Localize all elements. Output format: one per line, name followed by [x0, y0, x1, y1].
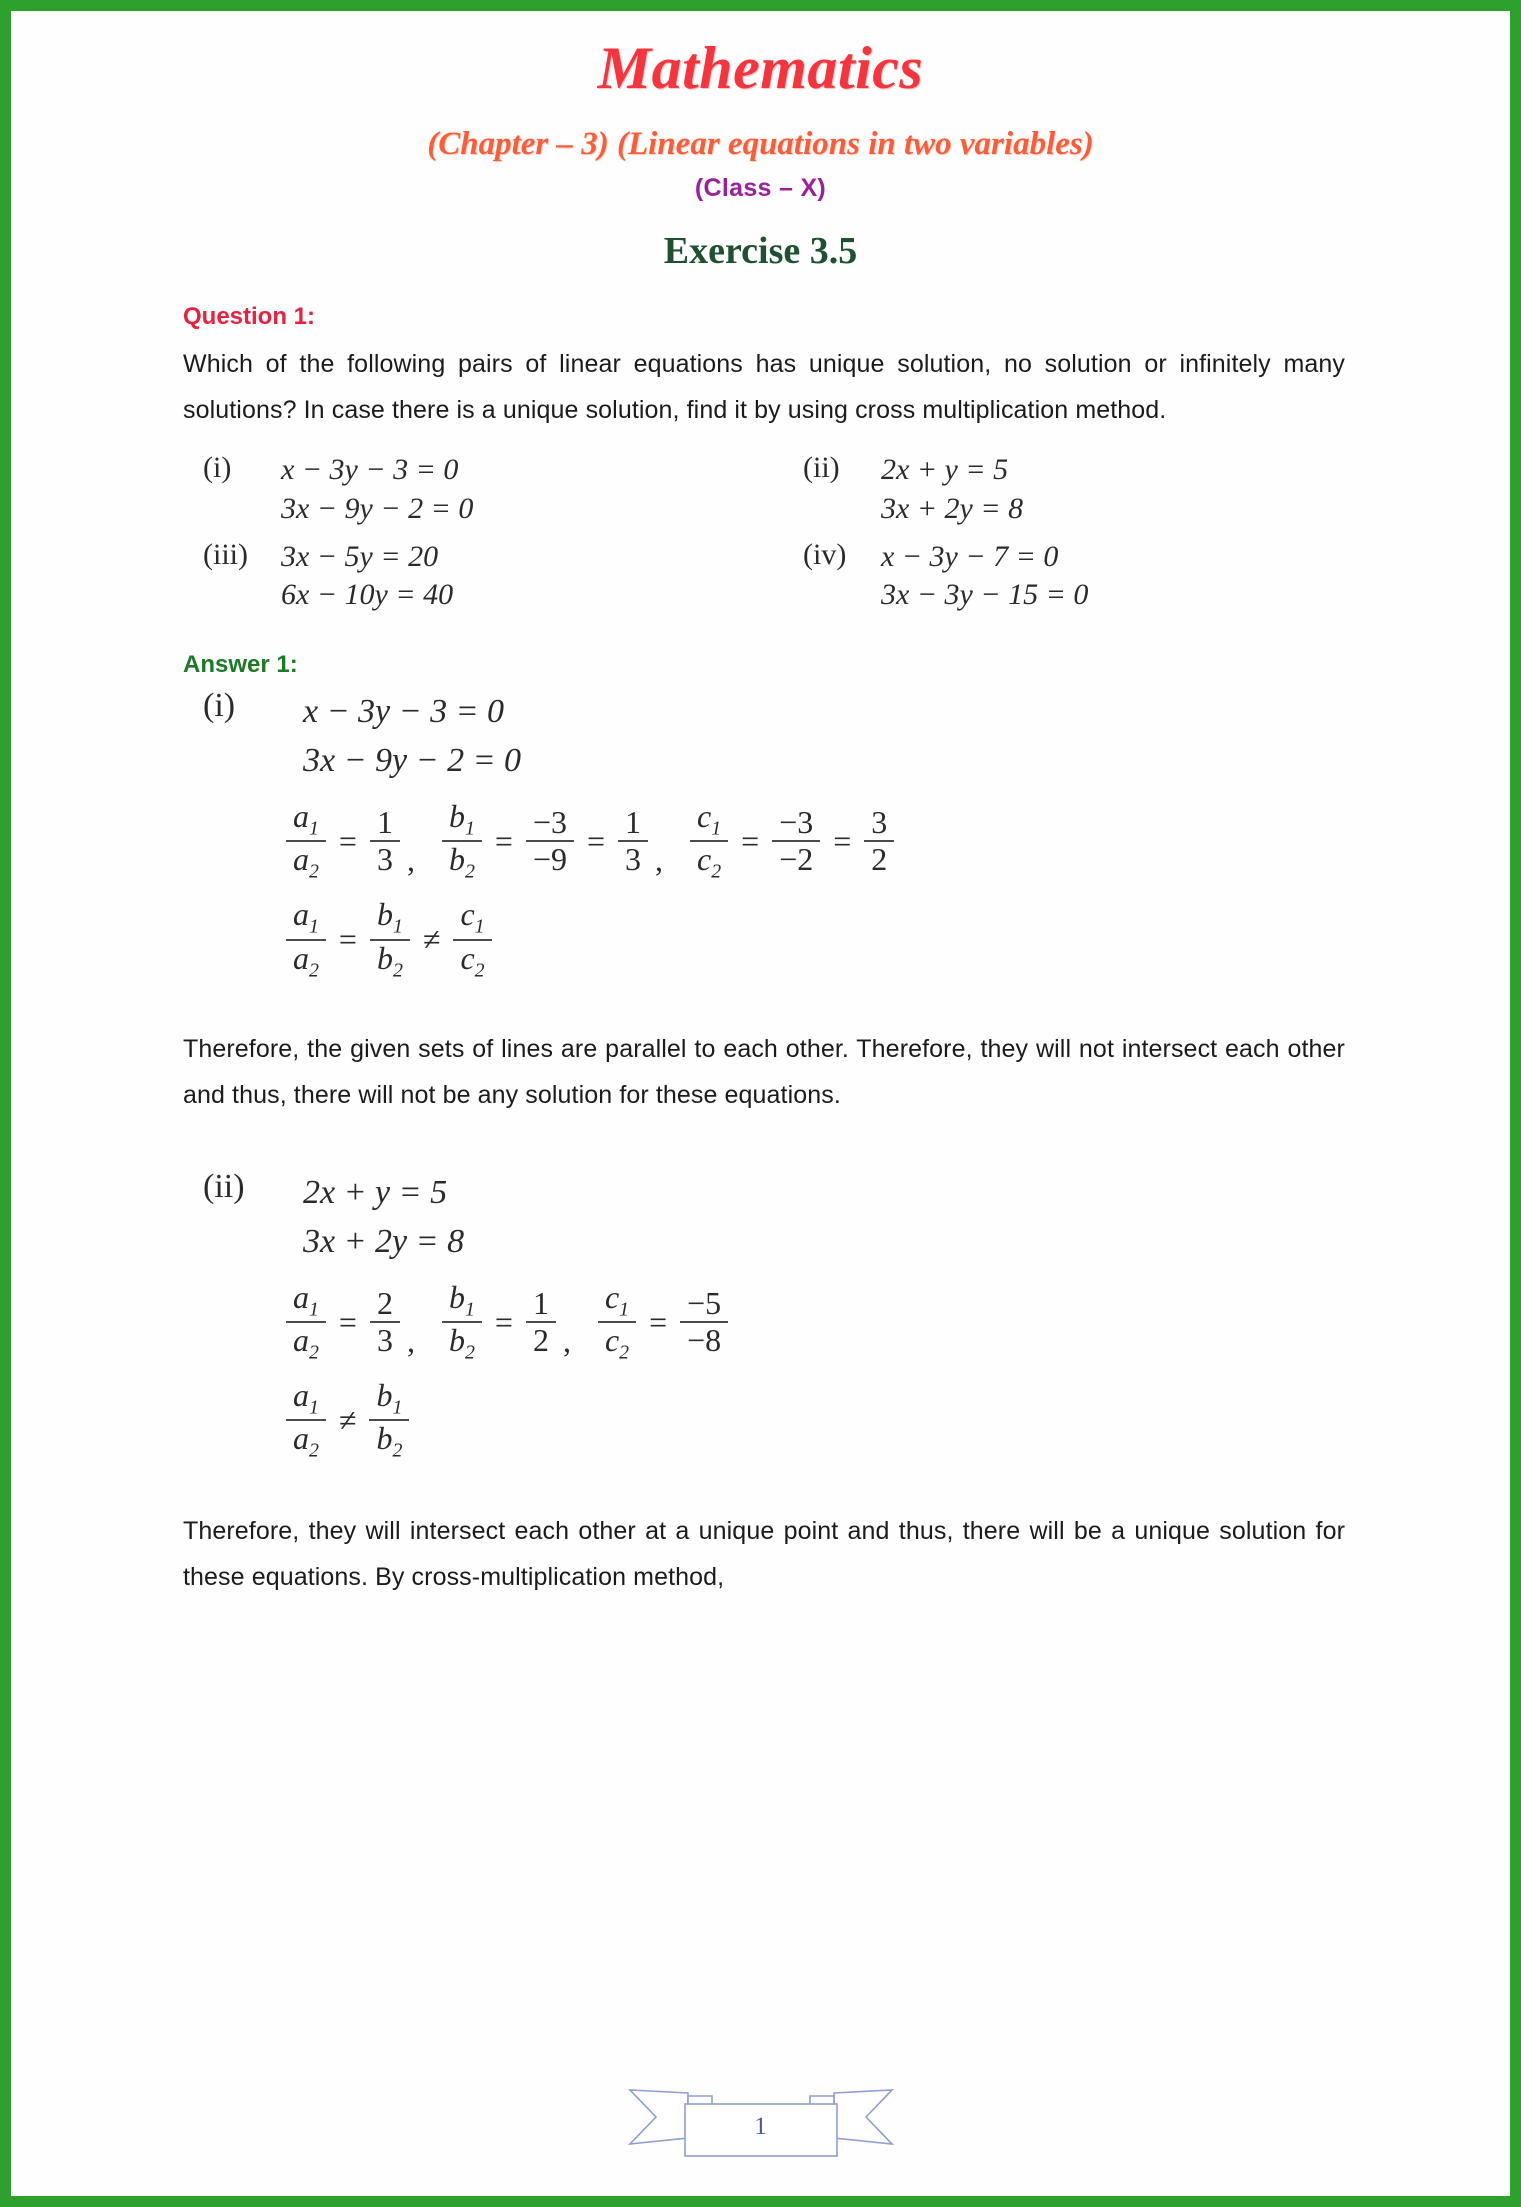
- ribbon-banner: [626, 2082, 896, 2168]
- frac-numerator: −3: [526, 805, 574, 842]
- answer-i-ratio-row-2: [281, 897, 1345, 981]
- frac-den-subscript: 2: [309, 958, 319, 981]
- frac-denominator: 2: [871, 841, 888, 878]
- item-tag-ii: (ii): [803, 451, 840, 485]
- page-title: Mathematics: [597, 35, 924, 101]
- frac-den-subscript: 2: [392, 958, 403, 981]
- frac-den-subscript: 2: [711, 860, 722, 883]
- question-item-i: [203, 451, 803, 528]
- fraction-1-3-reduced: [618, 805, 648, 878]
- question-item-iv: [803, 538, 1345, 615]
- frac-numerator: b: [448, 1279, 465, 1316]
- equals-sign: =: [741, 822, 760, 859]
- equation-line: x − 3y − 3 = 0: [281, 453, 459, 487]
- equation-line: 3x + 2y = 8: [303, 1222, 465, 1260]
- frac-denominator: a: [293, 841, 309, 878]
- separator-comma: ,: [406, 1323, 415, 1360]
- question-text: Which of the following pairs of linear equations has unique solution, no solution or infinitely many solutions? In case there is a unique solution, find it by using cross multiplication method.: [183, 350, 1345, 425]
- item-tag-iii: (iii): [203, 538, 248, 572]
- fraction-c1-c2: [453, 897, 491, 981]
- separator-comma: ,: [562, 1323, 571, 1360]
- fraction-2-3: [370, 1286, 400, 1359]
- equation-line: x − 3y − 7 = 0: [881, 540, 1059, 574]
- frac-numerator: 1: [618, 805, 648, 842]
- fraction-a1-a2: [286, 1280, 326, 1364]
- frac-denominator: c: [460, 939, 475, 976]
- page-footer: [11, 2082, 1510, 2168]
- fraction-neg5-neg8: [680, 1286, 728, 1359]
- frac-den-subscript: 2: [464, 860, 475, 883]
- fraction-b1-b2: [442, 799, 482, 883]
- frac-numerator: −3: [772, 805, 820, 842]
- frac-denominator: −9: [532, 841, 567, 878]
- frac-denominator: −2: [779, 841, 814, 878]
- frac-denominator: c: [697, 841, 712, 878]
- frac-numerator: a: [293, 1377, 309, 1414]
- equals-sign: =: [833, 822, 852, 859]
- frac-denominator: b: [376, 1420, 393, 1457]
- equals-sign: =: [494, 822, 513, 859]
- frac-numerator: c: [460, 896, 475, 933]
- question-label: Question 1:: [183, 303, 316, 331]
- frac-numerator: 3: [864, 805, 894, 842]
- equation-line: 3x − 9y − 2 = 0: [281, 491, 474, 525]
- equation-line: 3x + 2y = 8: [881, 491, 1024, 525]
- class-label: (Class – X): [694, 174, 827, 203]
- frac-num-subscript: 1: [474, 915, 485, 938]
- frac-numerator: a: [293, 1279, 309, 1316]
- frac-numerator: b: [376, 896, 393, 933]
- equation-line: 6x − 10y = 40: [281, 578, 454, 612]
- frac-denominator: c: [604, 1322, 620, 1359]
- equals-sign: =: [338, 921, 357, 957]
- frac-den-subscript: 2: [474, 958, 485, 981]
- answer-part-i-equations: [203, 687, 1345, 786]
- document-body: [11, 303, 1510, 1600]
- frac-denominator: b: [376, 939, 393, 976]
- question-item-ii: [803, 451, 1345, 528]
- equation-line: 3x − 9y − 2 = 0: [303, 742, 522, 780]
- fraction-neg3-neg2: [772, 805, 820, 878]
- equals-sign: =: [338, 822, 357, 859]
- frac-num-subscript: 1: [711, 817, 722, 840]
- frac-denominator: a: [293, 939, 309, 976]
- equals-sign: =: [586, 822, 606, 859]
- frac-numerator: 1: [370, 805, 400, 842]
- answer-tag-ii: (ii): [203, 1167, 245, 1205]
- equation-line: 3x − 5y = 20: [281, 540, 439, 574]
- frac-denominator: 3: [376, 1322, 393, 1359]
- answer-ii-ratio-row-1: [281, 1280, 1345, 1364]
- separator-comma: ,: [655, 842, 664, 879]
- frac-num-subscript: 1: [309, 1298, 319, 1321]
- fraction-b1-b2: [370, 897, 410, 981]
- fraction-c1-c2: [598, 1280, 636, 1364]
- frac-denominator: 3: [376, 841, 393, 878]
- fraction-1-2: [526, 1286, 556, 1359]
- frac-num-subscript: 1: [464, 1298, 475, 1321]
- fraction-3-2: [864, 805, 894, 878]
- frac-numerator: −5: [680, 1286, 728, 1323]
- exercise-title: Exercise 3.5: [663, 230, 858, 273]
- not-equals-sign: ≠: [338, 1401, 357, 1438]
- frac-numerator: 1: [526, 1286, 556, 1323]
- frac-num-subscript: 1: [464, 817, 475, 840]
- item-tag-i: (i): [203, 451, 232, 485]
- frac-num-subscript: 1: [309, 915, 319, 938]
- frac-num-subscript: 1: [619, 1298, 630, 1321]
- frac-den-subscript: 2: [392, 1439, 403, 1462]
- frac-den-subscript: 2: [309, 1439, 319, 1462]
- fraction-a1-a2: [286, 1378, 326, 1462]
- page-content: [11, 11, 1510, 2196]
- frac-den-subscript: 2: [309, 860, 319, 883]
- not-equals-sign: ≠: [422, 921, 441, 957]
- chapter-subtitle: (Chapter – 3) (Linear equations in two variables): [427, 126, 1094, 162]
- frac-denominator: 3: [625, 841, 642, 878]
- fraction-a1-a2: [286, 897, 326, 981]
- equation-line: 3x − 3y − 15 = 0: [881, 578, 1089, 612]
- equation-line: 2x + y = 5: [881, 453, 1009, 487]
- frac-numerator: a: [293, 896, 309, 933]
- item-tag-iv: (iv): [803, 538, 847, 572]
- page-number: 1: [754, 2113, 767, 2141]
- fraction-neg3-neg9: [526, 805, 574, 878]
- equals-sign: =: [494, 1303, 513, 1340]
- frac-numerator: 2: [370, 1286, 400, 1323]
- frac-numerator: b: [448, 798, 465, 835]
- question-equations: [203, 451, 1345, 615]
- frac-num-subscript: 1: [392, 915, 403, 938]
- frac-denominator: b: [448, 841, 465, 878]
- frac-numerator: c: [604, 1279, 620, 1316]
- answer-ii-ratio-row-2: [281, 1378, 1345, 1462]
- equals-sign: =: [649, 1303, 668, 1340]
- answer-part-ii-equations: [203, 1168, 1345, 1267]
- frac-numerator: c: [697, 798, 712, 835]
- frac-num-subscript: 1: [309, 1396, 319, 1419]
- equation-line: x − 3y − 3 = 0: [303, 692, 505, 730]
- fraction-1-3: [370, 805, 400, 878]
- answer-i-ratio-row-1: [281, 799, 1345, 883]
- equals-sign: =: [338, 1303, 357, 1340]
- frac-denominator: a: [293, 1322, 309, 1359]
- question-item-iii: [203, 538, 803, 615]
- frac-denominator: b: [448, 1322, 465, 1359]
- fraction-c1-c2: [690, 799, 728, 883]
- frac-den-subscript: 2: [464, 1341, 475, 1364]
- equation-line: 2x + y = 5: [303, 1173, 448, 1211]
- frac-denominator: −8: [687, 1322, 722, 1359]
- separator-comma: ,: [406, 842, 415, 879]
- frac-num-subscript: 1: [392, 1396, 403, 1419]
- answer-label: Answer 1:: [183, 650, 298, 678]
- frac-numerator: b: [376, 1377, 393, 1414]
- fraction-b1-b2: [369, 1378, 409, 1462]
- fraction-a1-a2: [286, 799, 326, 883]
- frac-num-subscript: 1: [309, 817, 319, 840]
- answer-tag-i: (i): [203, 686, 236, 724]
- frac-den-subscript: 2: [619, 1341, 630, 1364]
- fraction-b1-b2: [442, 1280, 482, 1364]
- answer-ii-conclusion: Therefore, they will intersect each other at a unique point and thus, there will be a unique solution for these equations. By cross-multiplication method,: [183, 1517, 1345, 1592]
- frac-den-subscript: 2: [309, 1341, 319, 1364]
- frac-denominator: a: [293, 1420, 309, 1457]
- frac-numerator: a: [293, 798, 309, 835]
- answer-i-conclusion: Therefore, the given sets of lines are parallel to each other. Therefore, they will not intersect each other and thus, there will not be any solution for these equations.: [183, 1034, 1345, 1109]
- frac-denominator: 2: [532, 1322, 549, 1359]
